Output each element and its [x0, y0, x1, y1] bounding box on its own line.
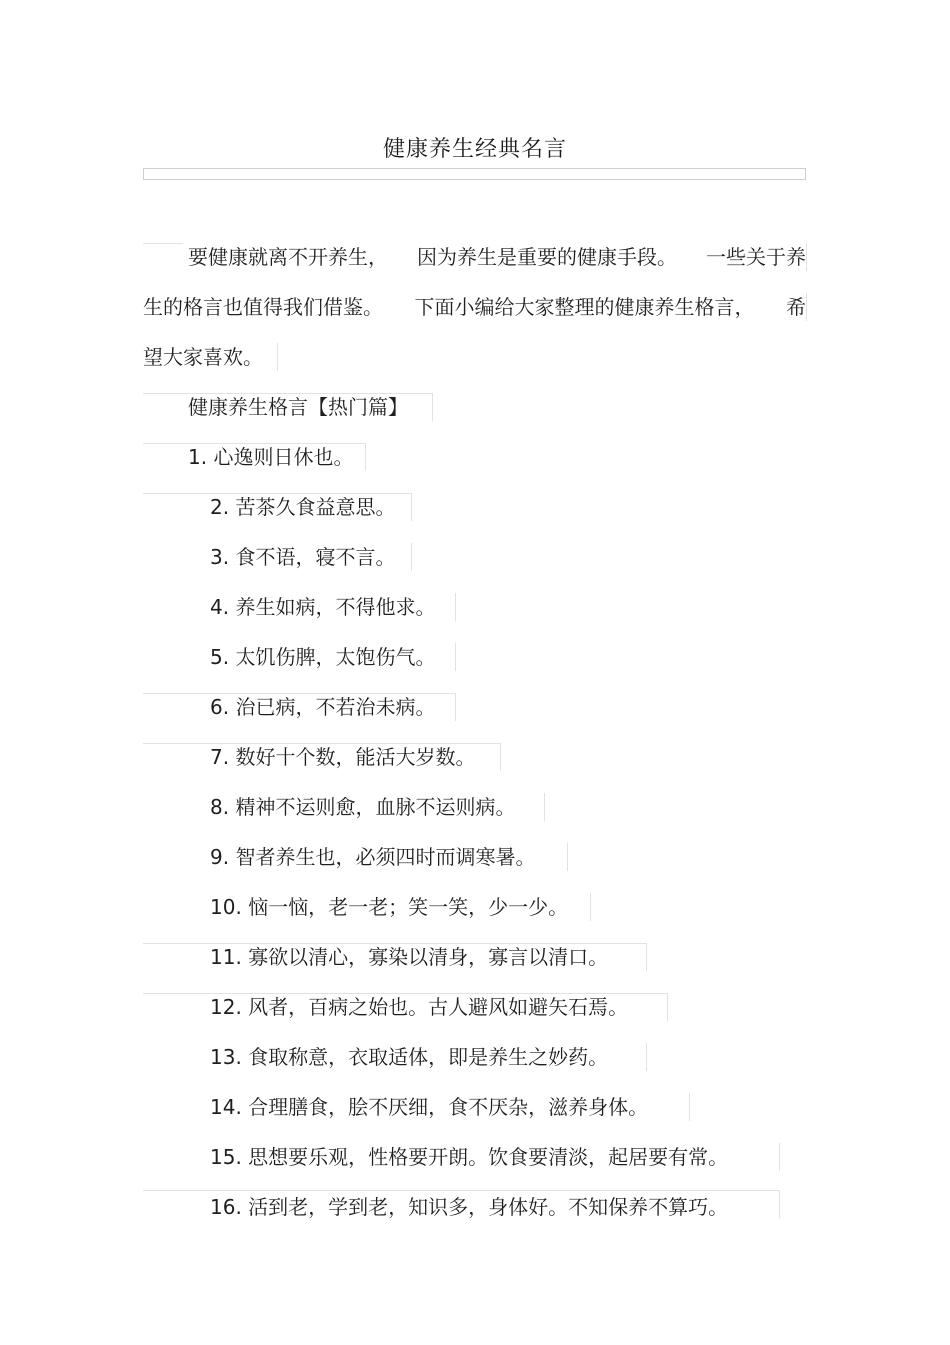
scan-artifact — [646, 1043, 647, 1071]
list-item: 15. 思想要乐观，性格要开朗。饮食要清淡，起居要有常。 — [210, 1145, 729, 1169]
scan-artifact — [689, 1093, 690, 1121]
scan-artifact — [143, 693, 455, 694]
list-item: 8. 精神不运则愈，血脉不运则病。 — [210, 795, 516, 819]
intro-line-1-part-1: 要健康就离不开养生， — [188, 245, 388, 269]
scan-artifact — [143, 493, 411, 494]
scan-artifact — [411, 543, 412, 571]
scan-artifact — [667, 993, 668, 1021]
scan-artifact — [500, 743, 501, 771]
list-item: 11. 寡欲以清心，寡染以清身，寡言以清口。 — [210, 945, 609, 969]
scan-artifact — [143, 943, 646, 944]
scan-artifact — [143, 1190, 779, 1191]
scan-artifact — [143, 993, 667, 994]
scan-artifact — [806, 293, 807, 321]
list-item: 10. 恼一恼，老一老；笑一笑，少一少。 — [210, 895, 569, 919]
intro-line-2-part-3: 希 — [786, 295, 806, 319]
list-item: 9. 智者养生也，必须四时而调寒暑。 — [210, 845, 536, 869]
intro-line-2 — [143, 293, 806, 321]
scan-artifact — [590, 893, 591, 921]
list-item: 14. 合理膳食，脍不厌细，食不厌杂，滋养身体。 — [210, 1095, 649, 1119]
list-item: 7. 数好十个数，能活大岁数。 — [210, 745, 476, 769]
list-item: 4. 养生如病，不得他求。 — [210, 595, 436, 619]
list-item: 12. 风者，百病之始也。古人避风如避矢石焉。 — [210, 995, 629, 1019]
scan-artifact — [143, 443, 365, 444]
scan-artifact — [143, 393, 433, 394]
scan-artifact — [779, 1143, 780, 1171]
scan-artifact — [646, 943, 647, 971]
scan-artifact — [277, 343, 278, 371]
scan-artifact — [455, 643, 456, 671]
list-item: 1. 心逸则日休也。 — [188, 445, 354, 469]
document-title: 健康养生经典名言 — [382, 137, 567, 162]
scan-artifact — [779, 1190, 780, 1218]
scan-artifact — [143, 243, 183, 244]
title-divider — [143, 168, 806, 180]
scan-artifact — [455, 693, 456, 721]
intro-line-2-part-1: 生的格言也值得我们借鉴。 — [143, 295, 383, 319]
scan-artifact — [567, 843, 568, 871]
list-item: 13. 食取称意，衣取适体，即是养生之妙药。 — [210, 1045, 609, 1069]
list-item: 16. 活到老，学到老，知识多，身体好。不知保养不算巧。 — [210, 1195, 729, 1219]
list-item: 2. 苦茶久食益意思。 — [210, 495, 396, 519]
scan-artifact — [432, 393, 433, 421]
section-heading: 健康养生格言【热门篇】 — [188, 395, 408, 419]
list-item: 5. 太饥伤脾，太饱伤气。 — [210, 645, 436, 669]
scan-artifact — [143, 743, 500, 744]
intro-line-1-part-2: 因为养生是重要的健康手段。 — [417, 245, 677, 269]
intro-line-2-part-2: 下面小编给大家整理的健康养生格言， — [414, 295, 755, 319]
scan-artifact — [365, 443, 366, 471]
list-item: 3. 食不语，寝不言。 — [210, 545, 396, 569]
scan-artifact — [455, 593, 456, 621]
scan-artifact — [411, 493, 412, 521]
intro-line-1 — [143, 243, 806, 271]
list-item: 6. 治已病，不若治未病。 — [210, 695, 436, 719]
intro-line-3: 望大家喜欢。 — [143, 345, 263, 369]
scan-artifact — [806, 243, 807, 271]
scan-artifact — [544, 793, 545, 821]
intro-line-1-part-3: 一些关于养 — [706, 245, 806, 269]
